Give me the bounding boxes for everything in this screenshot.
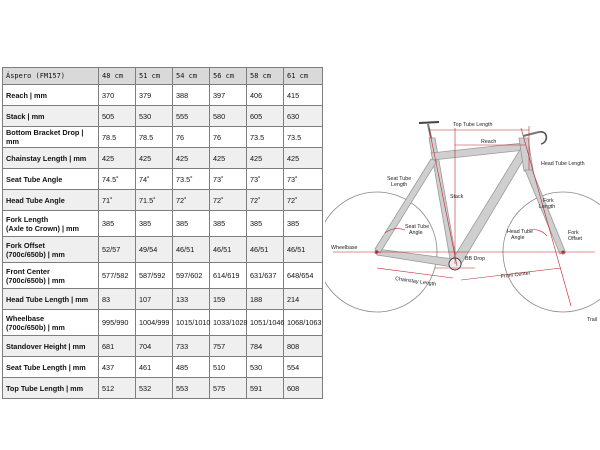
table-cell: 425 (284, 148, 323, 169)
fork-length-label: Fork Length (539, 198, 556, 210)
table-cell: 73˚ (210, 169, 247, 190)
wheelbase-label: Wheelbase (331, 245, 358, 251)
table-cell: 133 (173, 289, 210, 310)
table-cell: 425 (99, 148, 136, 169)
table-cell: 591 (247, 378, 284, 399)
table-cell: 554 (284, 357, 323, 378)
head-tube-angle-label: Head Tube Angle (507, 229, 533, 241)
table-cell: 784 (247, 336, 284, 357)
table-row (3, 169, 323, 190)
table-row (3, 85, 323, 106)
table-cell: 553 (173, 378, 210, 399)
fork-offset-label: Fork Offset (568, 230, 583, 242)
row-label: Chainstay Length | mm (3, 148, 99, 169)
table-cell: 83 (99, 289, 136, 310)
table-cell: 76 (210, 127, 247, 148)
table-cell: 46/51 (284, 237, 323, 263)
table-cell: 379 (136, 85, 173, 106)
table-cell: 512 (99, 378, 136, 399)
table-row (3, 211, 323, 237)
table-row (3, 336, 323, 357)
table-cell: 425 (210, 148, 247, 169)
table-cell: 808 (284, 336, 323, 357)
table-cell: 49/54 (136, 237, 173, 263)
table-body (3, 85, 323, 399)
size-header: 54 cm (173, 68, 210, 85)
table-cell: 74˚ (136, 169, 173, 190)
table-cell: 757 (210, 336, 247, 357)
table-row (3, 127, 323, 148)
table-cell: 406 (247, 85, 284, 106)
row-label-line: (Axle to Crown) | mm (6, 223, 79, 233)
table-cell: 1033/1028 (210, 310, 247, 336)
table-cell: 73.5 (247, 127, 284, 148)
table-cell: 370 (99, 85, 136, 106)
row-label (3, 310, 99, 336)
table-row (3, 263, 323, 289)
table-cell: 510 (210, 357, 247, 378)
table-row (3, 378, 323, 399)
table-cell: 385 (210, 211, 247, 237)
table-row (3, 148, 323, 169)
row-label (3, 263, 99, 289)
table-cell: 425 (247, 148, 284, 169)
table-cell: 72˚ (247, 190, 284, 211)
table-row (3, 289, 323, 310)
table-cell: 72˚ (210, 190, 247, 211)
row-label-line: (700c/650b) | mm (6, 275, 65, 285)
table-cell: 577/582 (99, 263, 136, 289)
table-cell: 71.5˚ (136, 190, 173, 211)
table-cell: 608 (284, 378, 323, 399)
table-cell: 46/51 (173, 237, 210, 263)
row-label: Head Tube Length | mm (3, 289, 99, 310)
table-cell: 681 (99, 336, 136, 357)
row-label: Stack | mm (3, 106, 99, 127)
table-cell: 52/57 (99, 237, 136, 263)
row-label-line: (700c/650b) | mm (6, 322, 65, 332)
table-cell: 78.5 (99, 127, 136, 148)
row-label: Standover Height | mm (3, 336, 99, 357)
row-label (3, 237, 99, 263)
hub-marker (562, 251, 565, 254)
table-cell: 1068/1063 (284, 310, 323, 336)
table-cell: 530 (136, 106, 173, 127)
row-label: Head Tube Angle (3, 190, 99, 211)
table-cell: 532 (136, 378, 173, 399)
row-label-line: Fork Offset (6, 240, 45, 250)
table-cell: 630 (284, 106, 323, 127)
seat-tube-length-label: Seat Tube Length (387, 176, 412, 188)
row-label: Seat Tube Length | mm (3, 357, 99, 378)
table-header-row (3, 68, 323, 85)
table-cell: 72˚ (284, 190, 323, 211)
table-cell: 46/51 (247, 237, 284, 263)
table-cell: 530 (247, 357, 284, 378)
table-cell: 605 (247, 106, 284, 127)
table-cell: 74.5˚ (99, 169, 136, 190)
table-cell: 385 (247, 211, 284, 237)
table-cell: 575 (210, 378, 247, 399)
table-cell: 587/592 (136, 263, 173, 289)
table-cell: 73.5˚ (173, 169, 210, 190)
table-cell: 214 (284, 289, 323, 310)
bb-drop-label: BB Drop (465, 256, 486, 262)
head-tube (519, 138, 533, 171)
fork (525, 170, 565, 254)
table-cell: 107 (136, 289, 173, 310)
table-cell: 995/990 (99, 310, 136, 336)
row-label: Seat Tube Angle (3, 169, 99, 190)
top-tube (431, 143, 525, 160)
row-label-line: Wheelbase (6, 313, 45, 323)
saddle (419, 122, 439, 123)
size-header: 56 cm (210, 68, 247, 85)
table-cell: 485 (173, 357, 210, 378)
model-header: Áspero (FM157) (3, 68, 99, 85)
seat-tube-angle-label: Seat Tube Angle (405, 224, 430, 236)
top-tube-length-label: Top Tube Length (453, 122, 493, 128)
row-label-line: (700c/650b) | mm (6, 249, 65, 259)
table-row (3, 310, 323, 336)
table-cell: 73.5 (284, 127, 323, 148)
stem (523, 132, 539, 136)
table-cell: 188 (247, 289, 284, 310)
table-cell: 704 (136, 336, 173, 357)
chainstay-length-label: Chainstay Length (394, 276, 437, 288)
hub-marker (376, 251, 379, 254)
table-cell: 397 (210, 85, 247, 106)
table-cell: 631/637 (247, 263, 284, 289)
table-cell: 159 (210, 289, 247, 310)
table-cell: 461 (136, 357, 173, 378)
table-cell: 555 (173, 106, 210, 127)
size-header: 48 cm (99, 68, 136, 85)
row-label-line: Fork Length (6, 214, 49, 224)
trail-label: Trail (587, 317, 598, 323)
table-cell: 437 (99, 357, 136, 378)
table-cell: 73˚ (247, 169, 284, 190)
table-cell: 1015/1010 (173, 310, 210, 336)
down-tube (451, 148, 528, 266)
row-label (3, 211, 99, 237)
table-cell: 72˚ (173, 190, 210, 211)
row-label: Top Tube Length | mm (3, 378, 99, 399)
bike-frame (375, 138, 565, 267)
geometry-table (2, 67, 323, 399)
front-center-label: Front Center (500, 270, 531, 280)
table-row (3, 106, 323, 127)
table-cell: 385 (99, 211, 136, 237)
table-cell: 505 (99, 106, 136, 127)
table-cell: 385 (136, 211, 173, 237)
table-cell: 614/619 (210, 263, 247, 289)
table-row (3, 190, 323, 211)
table-cell: 385 (173, 211, 210, 237)
table-row (3, 237, 323, 263)
size-header: 58 cm (247, 68, 284, 85)
table-cell: 1051/1046 (247, 310, 284, 336)
table-cell: 78.5 (136, 127, 173, 148)
bike-geometry-diagram (325, 118, 600, 323)
table-cell: 733 (173, 336, 210, 357)
table-cell: 73˚ (284, 169, 323, 190)
handlebar (539, 132, 546, 144)
seatstay (375, 159, 437, 253)
size-header: 61 cm (284, 68, 323, 85)
table-cell: 580 (210, 106, 247, 127)
table-cell: 46/51 (210, 237, 247, 263)
table-cell: 76 (173, 127, 210, 148)
table-cell: 415 (284, 85, 323, 106)
row-label: Reach | mm (3, 85, 99, 106)
table-cell: 388 (173, 85, 210, 106)
table-cell: 648/654 (284, 263, 323, 289)
table-cell: 597/602 (173, 263, 210, 289)
table-cell: 1004/999 (136, 310, 173, 336)
table-cell: 425 (173, 148, 210, 169)
table-cell: 425 (136, 148, 173, 169)
table-row (3, 357, 323, 378)
row-label-line: Front Center (6, 266, 50, 276)
head-tube-length-label: Head Tube Length (541, 161, 585, 167)
size-header: 51 cm (136, 68, 173, 85)
stack-label: Stack (450, 194, 464, 200)
table-cell: 71˚ (99, 190, 136, 211)
row-label: Bottom Bracket Drop | mm (3, 127, 99, 148)
reach-label: Reach (481, 139, 497, 145)
table-cell: 385 (284, 211, 323, 237)
